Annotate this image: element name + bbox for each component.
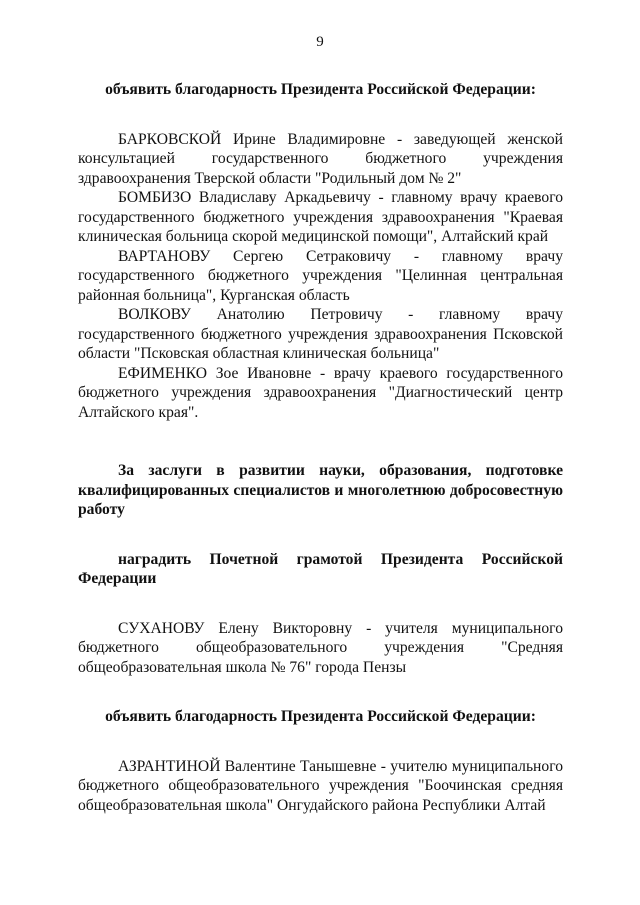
merit-heading: За заслуги в развитии науки, образования, подготовке квалифицированных специалистов и многолетнюю добросовестную работу: [78, 462, 563, 518]
recipient-paragraph: ВАРТАНОВУ Сергею Сетраковичу - главному врачу государственного бюджетного учреждения "Целинная центральная районная больница", Курганская область: [78, 247, 563, 304]
page-number: 9: [316, 34, 324, 50]
recipient-paragraph: БОМБИЗО Владиславу Аркадьевичу - главному врачу краевого государственного бюджетного учреждения здравоохранения "Краевая клиническая больница скорой медицинской помощи", Алтайский край: [78, 189, 563, 245]
section-heading-gratitude: объявить благодарность Президента Российской Федерации:: [105, 708, 536, 725]
document-body: [78, 80, 563, 815]
section-heading-award: наградить Почетной грамотой Президента Российской Федерации: [78, 550, 563, 587]
recipient-paragraph: АЗРАНТИНОЙ Валентине Танышевне - учителю муниципального бюджетного общеобразовательного учреждения "Боочинская средняя общеобразовательная школа" Онгудайского района Республики Алтай: [78, 757, 563, 814]
section-heading-gratitude: объявить благодарность Президента Российской Федерации:: [105, 81, 536, 98]
recipient-paragraph: СУХАНОВУ Елену Викторовну - учителя муниципального бюджетного общеобразовательного учреждения "Средняя общеобразовательная школа № 76" города Пензы: [78, 619, 563, 676]
recipient-paragraph: ЕФИМЕНКО Зое Ивановне - врачу краевого государственного бюджетного учреждения здравоохранения "Диагностический центр Алтайского края".: [78, 364, 563, 421]
recipient-paragraph: ВОЛКОВУ Анатолию Петровичу - главному врачу государственного бюджетного учреждения здравоохранения Псковской области "Псковская областная клиническая больница": [78, 306, 563, 362]
recipient-paragraph: БАРКОВСКОЙ Ирине Владимировне - заведующей женской консультацией государственного бюджетного учреждения здравоохранения Тверской области "Родильный дом № 2": [78, 130, 563, 187]
